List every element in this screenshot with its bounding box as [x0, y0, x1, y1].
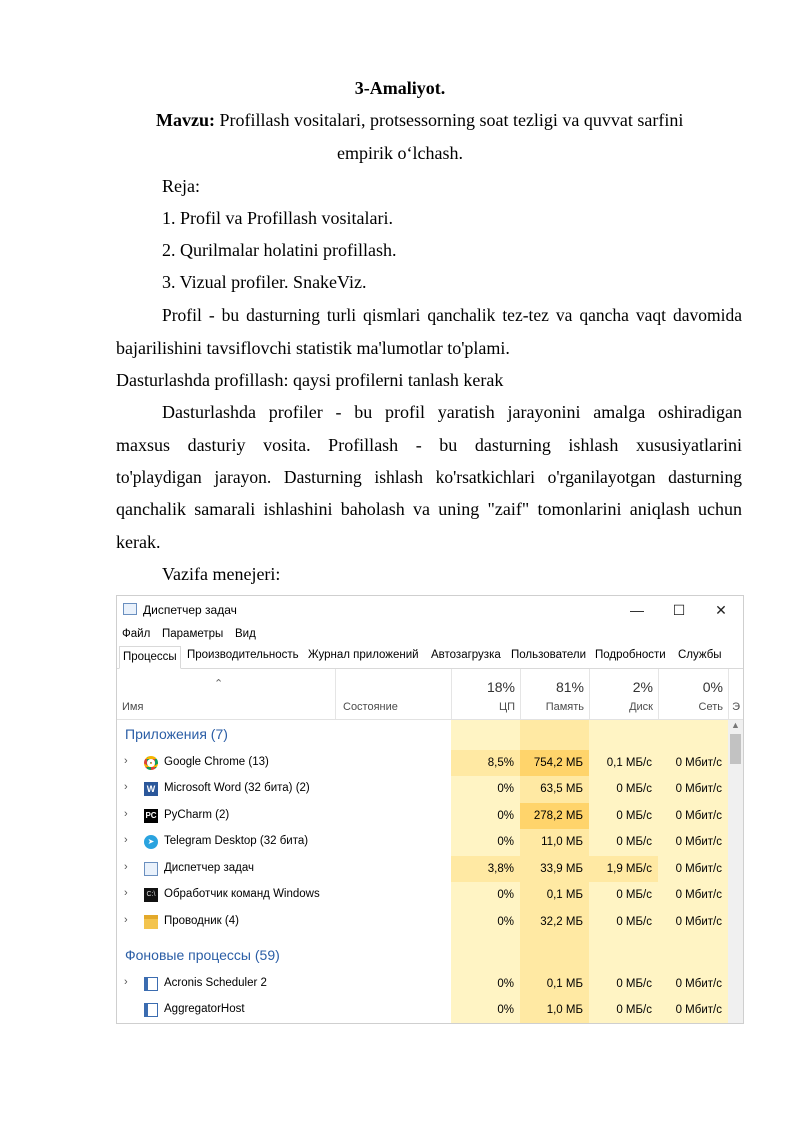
- network-value: 0 Мбит/с: [675, 916, 722, 928]
- process-name: PyCharm (2): [164, 809, 230, 821]
- column-status[interactable]: [335, 669, 452, 719]
- column-label: Имя: [122, 701, 144, 713]
- disk-value: 0 МБ/с: [616, 810, 652, 822]
- scrollbar-thumb[interactable]: [730, 734, 741, 764]
- paragraph-line: bajarilishini tavsiflovchi statistik ma'lumotlar to'plami.: [116, 338, 510, 358]
- network-value: 0 Мбит/с: [675, 978, 722, 990]
- expand-chevron-icon[interactable]: ›: [124, 976, 128, 988]
- task-manager-icon: [123, 603, 137, 615]
- plan-item: 2. Qurilmalar holatini profillash.: [162, 240, 397, 260]
- menu-file[interactable]: Файл: [122, 628, 151, 640]
- table-row[interactable]: [117, 750, 728, 776]
- group-row[interactable]: [117, 941, 728, 967]
- network-value: 0 Мбит/с: [675, 1004, 722, 1016]
- menu-view[interactable]: Вид: [235, 628, 256, 640]
- table-row[interactable]: [117, 997, 728, 1023]
- memory-value: 33,9 МБ: [540, 863, 583, 875]
- table-row[interactable]: [117, 882, 728, 908]
- paragraph-line: kerak.: [116, 532, 161, 552]
- expand-chevron-icon[interactable]: ›: [124, 808, 128, 820]
- group-row[interactable]: [117, 720, 728, 746]
- cpu-value: 0%: [497, 783, 514, 795]
- network-value: 0 Мбит/с: [675, 783, 722, 795]
- cpu-total: 18%: [486, 679, 515, 695]
- column-name[interactable]: [117, 669, 335, 719]
- tab-processes[interactable]: Процессы: [119, 646, 181, 669]
- service-icon: [144, 1003, 158, 1017]
- table-row[interactable]: [117, 829, 728, 855]
- cpu-value: 0%: [497, 836, 514, 848]
- cpu-value: 0%: [497, 916, 514, 928]
- topic-text: Profillash vositalari, protsessorning soat tezligi va quvvat sarfini: [214, 110, 684, 130]
- word-icon: W: [144, 782, 158, 796]
- menu-options[interactable]: Параметры: [162, 628, 224, 640]
- disk-value: 0 МБ/с: [616, 1004, 652, 1016]
- disk-value: 1,9 МБ/с: [589, 856, 658, 882]
- plan-item: 1. Profil va Profillash vositalari.: [162, 208, 393, 228]
- tab-details[interactable]: Подробности: [595, 649, 666, 661]
- cpu-value: 0%: [497, 889, 514, 901]
- expand-chevron-icon[interactable]: ›: [124, 914, 128, 926]
- network-value: 0 Мбит/с: [675, 836, 722, 848]
- column-network[interactable]: [658, 669, 729, 719]
- plan-item: 3. Vizual profiler. SnakeViz.: [162, 272, 367, 292]
- memory-value: 1,0 МБ: [546, 1004, 583, 1016]
- memory-value: 63,5 МБ: [540, 783, 583, 795]
- topic-text-continued: empirik o‘lchash.: [337, 143, 463, 163]
- cpu-value: 0%: [497, 1004, 514, 1016]
- tab-services[interactable]: Службы: [678, 649, 722, 661]
- group-label: Фоновые процессы (59): [125, 947, 280, 963]
- memory-value: 0,1 МБ: [546, 889, 583, 901]
- column-label: ЦП: [498, 701, 515, 713]
- scroll-up-icon[interactable]: ▲: [731, 720, 740, 730]
- paragraph-line: to'playdigan jarayon. Dasturning ishlash ko'rsatkichlari o'rganilayotgan dasturning: [116, 467, 742, 487]
- column-disk[interactable]: [589, 669, 659, 719]
- memory-value: 0,1 МБ: [546, 978, 583, 990]
- cpu-value: 8,5%: [451, 750, 520, 776]
- paragraph-line: maxsus dasturiy vosita. Profillash - bu dasturning ishlash xususiyatlarini: [116, 435, 742, 455]
- memory-total: 81%: [555, 679, 584, 695]
- plan-heading: Reja:: [162, 176, 200, 196]
- table-row[interactable]: [117, 909, 728, 935]
- column-label: Сеть: [698, 701, 723, 713]
- tab-app-history[interactable]: Журнал приложений: [308, 649, 419, 661]
- column-label: Память: [545, 701, 584, 713]
- memory-value: 11,0 МБ: [541, 836, 583, 848]
- tab-users[interactable]: Пользователи: [511, 649, 587, 661]
- cpu-value: 3,8%: [451, 856, 520, 882]
- title-bar: [117, 596, 743, 624]
- table-row[interactable]: [117, 776, 728, 802]
- network-total: 0%: [702, 679, 723, 695]
- network-value: 0 Мбит/с: [675, 810, 722, 822]
- column-label: Диск: [629, 701, 653, 713]
- table-row[interactable]: [117, 803, 728, 829]
- telegram-icon: ➤: [144, 835, 158, 849]
- process-name: Обработчик команд Windows: [164, 888, 320, 900]
- tab-performance[interactable]: Производительность: [187, 649, 299, 661]
- vertical-scrollbar[interactable]: [728, 720, 743, 1023]
- folder-icon: [144, 915, 158, 929]
- close-button[interactable]: ✕: [715, 602, 727, 618]
- table-row[interactable]: [117, 971, 728, 997]
- tab-bar: [117, 646, 743, 669]
- memory-value: 278,2 МБ: [520, 803, 589, 829]
- subheading: Dasturlashda profillash: qaysi profilerni tanlash kerak: [116, 370, 504, 390]
- figure-caption: Vazifa menejeri:: [162, 564, 281, 584]
- expand-chevron-icon[interactable]: ›: [124, 781, 128, 793]
- minimize-button[interactable]: —: [630, 602, 644, 618]
- topic-label: Mavzu:: [156, 110, 215, 130]
- process-name: Диспетчер задач: [164, 862, 254, 874]
- memory-value: 32,2 МБ: [540, 916, 583, 928]
- tab-startup[interactable]: Автозагрузка: [431, 649, 501, 661]
- table-row[interactable]: [117, 856, 728, 882]
- column-memory[interactable]: [520, 669, 590, 719]
- column-header: [117, 669, 743, 720]
- topic-line: [156, 110, 683, 131]
- column-cpu[interactable]: [451, 669, 521, 719]
- paragraph-line: qanchalik samarali ishlashini baholash va uning "zaif" tomonlarini aniqlash uchun: [116, 499, 742, 519]
- cmd-icon: C:\: [144, 888, 158, 902]
- expand-chevron-icon[interactable]: ›: [124, 755, 128, 767]
- expand-chevron-icon[interactable]: ›: [124, 861, 128, 873]
- process-name: Проводник (4): [164, 915, 239, 927]
- cpu-value: 0%: [497, 810, 514, 822]
- paragraph-line: Dasturlashda profiler - bu profil yaratish jarayonini amalga oshiradigan: [162, 402, 742, 422]
- disk-value: 0,1 МБ/с: [606, 757, 652, 769]
- network-value: 0 Мбит/с: [675, 863, 722, 875]
- process-list: [117, 720, 728, 1023]
- expand-chevron-icon[interactable]: ›: [124, 887, 128, 899]
- disk-value: 0 МБ/с: [616, 783, 652, 795]
- window-title: Диспетчер задач: [143, 603, 237, 617]
- disk-value: 0 МБ/с: [616, 916, 652, 928]
- expand-chevron-icon[interactable]: ›: [124, 834, 128, 846]
- paragraph-line: Profil - bu dasturning turli qismlari qanchalik tez-tez va qancha vaqt davomida: [162, 305, 742, 325]
- pycharm-icon: PC: [144, 809, 158, 823]
- disk-value: 0 МБ/с: [616, 978, 652, 990]
- column-label: Э: [732, 701, 740, 713]
- network-value: 0 Мбит/с: [675, 889, 722, 901]
- chrome-icon: [144, 756, 158, 770]
- disk-value: 0 МБ/с: [616, 836, 652, 848]
- task-manager-window: [116, 595, 744, 1024]
- disk-value: 0 МБ/с: [616, 889, 652, 901]
- page-heading: 3-Amaliyot.: [354, 78, 446, 98]
- process-name: Telegram Desktop (32 бита): [164, 835, 309, 847]
- process-name: Microsoft Word (32 бита) (2): [164, 782, 310, 794]
- process-name: AggregatorHost: [164, 1003, 245, 1015]
- maximize-button[interactable]: ☐: [672, 602, 686, 618]
- task-manager-icon: [144, 862, 158, 876]
- network-value: 0 Мбит/с: [675, 757, 722, 769]
- process-name: Google Chrome (13): [164, 756, 269, 768]
- service-icon: [144, 977, 158, 991]
- memory-value: 754,2 МБ: [520, 750, 589, 776]
- column-extra[interactable]: [728, 669, 744, 719]
- cpu-value: 0%: [497, 978, 514, 990]
- disk-total: 2%: [632, 679, 653, 695]
- sort-caret-icon: ⌃: [214, 678, 224, 690]
- process-name: Acronis Scheduler 2: [164, 977, 267, 989]
- group-label: Приложения (7): [125, 726, 228, 742]
- column-label: Состояние: [343, 701, 398, 713]
